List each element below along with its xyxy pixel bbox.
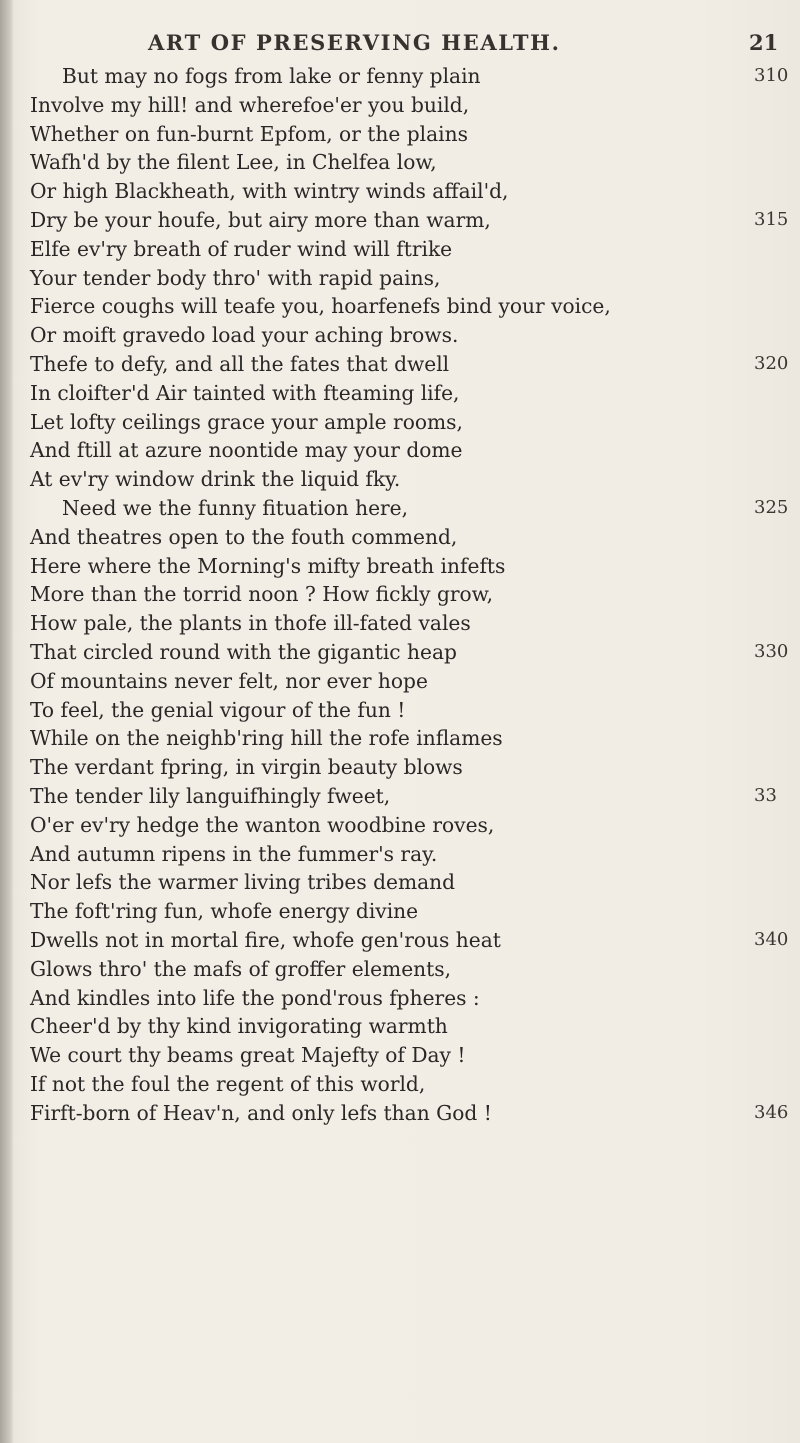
poem-line xyxy=(0,292,800,321)
poem-line-text: Need we the funny fituation here, xyxy=(62,495,409,520)
poem-line-text: And ftill at azure noontide may your dome xyxy=(30,438,463,463)
poem-line-text: That circled round with the gigantic heap xyxy=(30,639,457,664)
poem-line xyxy=(0,782,800,811)
poem-line xyxy=(0,667,800,696)
poem-line xyxy=(0,177,800,206)
poem-line-text: If not the foul the regent of this world, xyxy=(30,1071,426,1096)
poem-line-text: At ev'ry window drink the liquid fky. xyxy=(30,467,401,492)
poem-line-text: Cheer'd by thy kind invigorating warmth xyxy=(30,1014,448,1039)
line-number: 330 xyxy=(754,640,789,662)
poem-line xyxy=(0,638,800,667)
poem-line xyxy=(0,1041,800,1070)
poem-line-text: Dry be your houfe, but airy more than warm, xyxy=(30,207,491,232)
poem-line-text: More than the torrid noon ? How fickly grow, xyxy=(30,582,493,607)
poem-line xyxy=(0,868,800,897)
poem-line xyxy=(0,436,800,465)
poem-line xyxy=(0,523,800,552)
line-number: 310 xyxy=(754,65,789,86)
poem-line xyxy=(0,696,800,725)
poem-line-text: Fierce coughs will teafe you, hoarfenefs bind your voice, xyxy=(30,294,611,319)
poem-line-text: How pale, the plants in thofe ill-fated vales xyxy=(30,611,471,636)
poem-line xyxy=(0,955,800,984)
poem-line xyxy=(0,350,800,379)
poem-line-text: Involve my hill! and wherefoe'er you build, xyxy=(30,92,470,117)
line-number: 33 xyxy=(754,784,777,806)
poem-line xyxy=(0,552,800,581)
poem-line-text: To feel, the genial vigour of the fun ! xyxy=(30,697,406,722)
poem-line xyxy=(0,465,800,494)
poem-line xyxy=(0,1070,800,1099)
line-number: 340 xyxy=(754,928,789,950)
poem-line-text: Whether on fun-burnt Epfom, or the plains xyxy=(30,121,468,146)
poem-line-text: And theatres open to the fouth commend, xyxy=(30,524,458,549)
poem-line-text: Here where the Morning's mifty breath infefts xyxy=(30,553,506,578)
poem-line-text: And autumn ripens in the fummer's ray. xyxy=(30,841,438,866)
poem-line xyxy=(0,321,800,350)
poem-line xyxy=(0,753,800,782)
poem-line-text: Thefe to defy, and all the fates that dwell xyxy=(30,351,450,376)
poem-line xyxy=(0,840,800,869)
poem-line-text: O'er ev'ry hedge the wanton woodbine roves, xyxy=(30,812,495,837)
poem-line-text: Your tender body thro' with rapid pains, xyxy=(30,265,441,290)
poem-line-text: The tender lily languifhingly fweet, xyxy=(30,783,391,808)
poem-line xyxy=(0,91,800,120)
poem-line xyxy=(0,609,800,638)
poem-line-text: The verdant fpring, in virgin beauty blows xyxy=(30,755,463,780)
poem-line-text: In cloifter'd Air tainted with fteaming life, xyxy=(30,380,460,405)
poem-line-text: Firft-born of Heav'n, and only lefs than God ! xyxy=(30,1100,492,1125)
poem-line xyxy=(0,264,800,293)
poem-line xyxy=(0,897,800,926)
line-number: 320 xyxy=(754,352,789,374)
poem-line xyxy=(0,811,800,840)
page-number: 21 xyxy=(749,30,779,55)
poem-text-block xyxy=(0,62,800,1127)
poem-line-text: Wafh'd by the filent Lee, in Chelfea low, xyxy=(30,150,437,175)
poem-line-text: The foft'ring fun, whofe energy divine xyxy=(30,899,419,924)
poem-line-text: We court thy beams great Majefty of Day ! xyxy=(30,1043,466,1068)
poem-line xyxy=(0,379,800,408)
line-number: 346 xyxy=(754,1101,789,1123)
poem-line xyxy=(0,724,800,753)
poem-line-text: Elfe ev'ry breath of ruder wind will ftrike xyxy=(30,236,453,261)
poem-line xyxy=(0,148,800,177)
poem-line xyxy=(0,408,800,437)
poem-line xyxy=(0,1012,800,1041)
poem-line xyxy=(0,1099,800,1128)
poem-line-text: But may no fogs from lake or fenny plain xyxy=(62,64,481,88)
poem-line xyxy=(0,120,800,149)
page-header xyxy=(0,30,800,62)
poem-line-text: Dwells not in mortal fire, whofe gen'rous heat xyxy=(30,927,501,952)
poem-line-text: Let lofty ceilings grace your ample rooms, xyxy=(30,409,463,434)
poem-line-text: While on the neighb'ring hill the rofe inflames xyxy=(30,726,503,751)
poem-line xyxy=(0,926,800,955)
poem-line-text: Or moift gravedo load your aching brows. xyxy=(30,323,459,348)
poem-line-text: Or high Blackheath, with wintry winds affail'd, xyxy=(30,179,509,204)
poem-line-text: Of mountains never felt, nor ever hope xyxy=(30,668,428,693)
running-head: ART OF PRESERVING HEALTH. xyxy=(148,30,561,55)
poem-line xyxy=(0,62,800,91)
line-number: 315 xyxy=(754,208,789,230)
poem-line xyxy=(0,984,800,1013)
poem-line xyxy=(0,206,800,235)
poem-line-text: Nor lefs the warmer living tribes demand xyxy=(30,870,456,895)
poem-line-text: Glows thro' the mafs of groffer elements, xyxy=(30,956,452,981)
poem-line xyxy=(0,235,800,264)
poem-line xyxy=(0,494,800,523)
poem-line-text: And kindles into life the pond'rous fpheres : xyxy=(30,985,480,1010)
line-number: 325 xyxy=(754,496,789,518)
poem-line xyxy=(0,580,800,609)
